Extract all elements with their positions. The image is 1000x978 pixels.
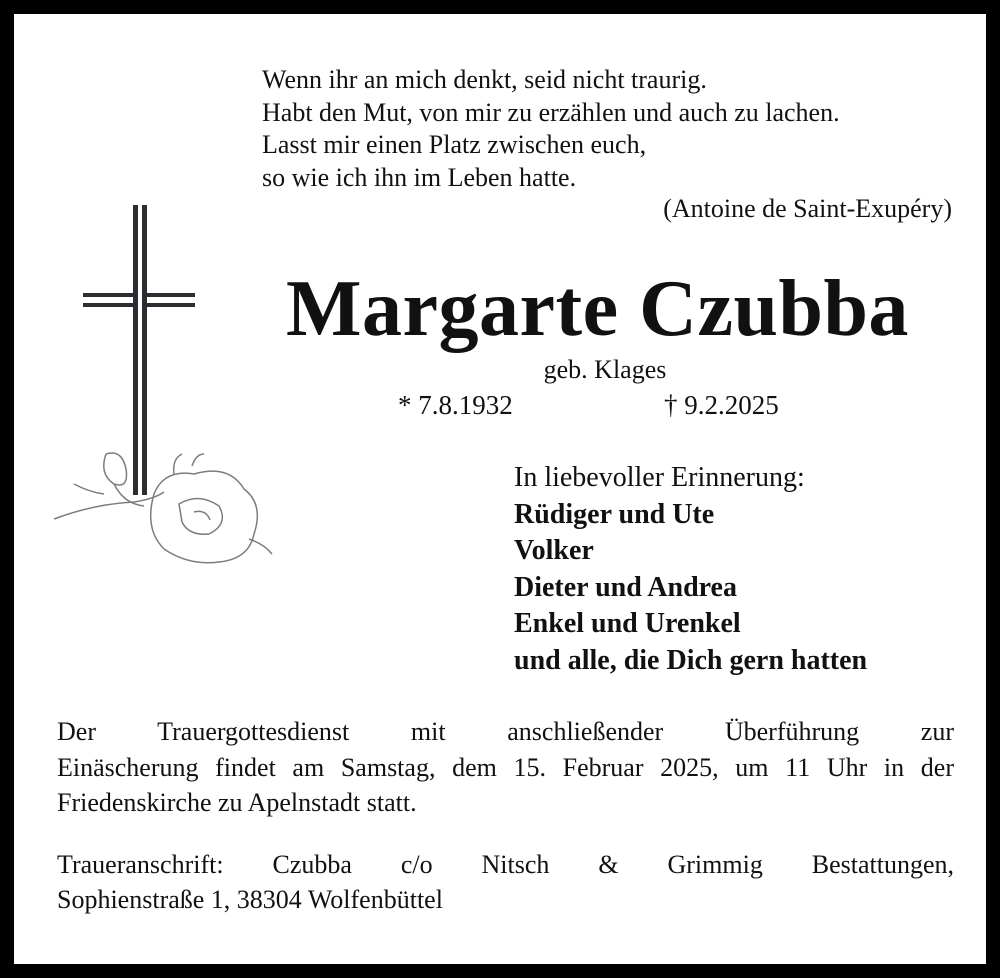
mourner: Rüdiger und Ute [514, 498, 715, 530]
mourner: Dieter und Andrea [514, 571, 737, 603]
poem [262, 64, 840, 194]
obituary-card [14, 14, 986, 964]
mourner: Enkel und Urenkel [514, 608, 741, 640]
poem-line: Lasst mir einen Platz zwischen euch, [262, 130, 647, 159]
service-info [57, 714, 954, 821]
birth-name: geb. Klages [543, 355, 667, 384]
death-date: † 9.2.2025 [664, 390, 779, 420]
birth-date: * 7.8.1932 [398, 390, 513, 420]
mourners-intro: In liebevoller Erinnerung: [514, 462, 805, 493]
poem-line: so wie ich ihn im Leben hatte. [262, 162, 577, 192]
mourner: Volker [514, 535, 594, 567]
deceased-name: Margarte Czubba [286, 265, 909, 353]
service-line: Der Trauergottesdienst mit anschließender Überführung zur [57, 717, 954, 746]
mourners-list [514, 460, 867, 680]
poem-attribution: (Antoine de Saint-Exupéry) [663, 194, 952, 223]
mourning-address [57, 847, 954, 917]
poem-line: Wenn ihr an mich denkt, seid nicht traurig. [262, 65, 707, 94]
address-line: Sophienstraße 1, 38304 Wolfenbüttel [57, 885, 443, 914]
poem-line: Habt den Mut, von mir zu erzählen und auch zu lachen. [262, 97, 840, 127]
mourner: und alle, die Dich gern hatten [514, 644, 868, 676]
service-line: Friedenskirche zu Apelnstadt statt. [57, 788, 417, 817]
service-line: Einäscherung findet am Samstag, dem 15. Februar 2025, um 11 Uhr in der [57, 752, 954, 782]
address-line: Traueranschrift: Czubba c/o Nitsch & Grimmig Bestattungen, [57, 850, 954, 879]
